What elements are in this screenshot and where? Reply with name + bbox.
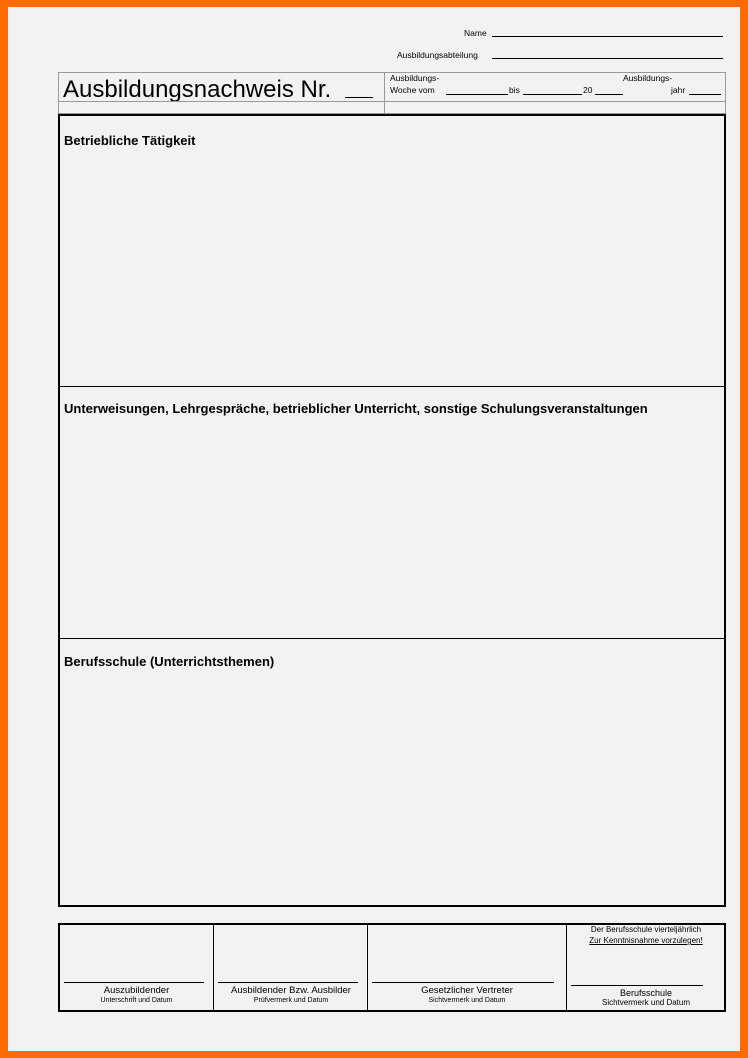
guardian-sub-label: Sichtvermerk und Datum (428, 997, 506, 1004)
year-field[interactable] (595, 94, 623, 95)
guardian-label: Gesetzlicher Vertreter (421, 985, 513, 996)
training-year-label-top: Ausbildungs- (623, 73, 673, 83)
header-divider (384, 73, 385, 115)
year-prefix-label: 20 (583, 85, 593, 95)
school-note-line-2: Zur Kenntnisnahme vorzulegen! (589, 936, 703, 945)
trainer-label: Ausbildender Bzw. Ausbilder (231, 985, 351, 996)
guardian-signature-cell[interactable] (368, 925, 566, 1010)
training-label: Ausbildungs- (390, 73, 440, 83)
record-number-field[interactable] (345, 97, 373, 98)
report-body (58, 114, 726, 907)
department-label: Ausbildungsabteilung (397, 50, 478, 60)
header-bottom-rule (59, 101, 725, 102)
name-label: Name (464, 28, 487, 38)
trainer-signature-cell[interactable] (214, 925, 368, 1010)
trainer-sub-label: Prüfvermerk und Datum (253, 997, 329, 1004)
instructions-heading: Unterweisungen, Lehrgespräche, betrieblicher Unterricht, sonstige Schulungsveranstaltungen (64, 401, 648, 416)
trainer-signature-line (218, 982, 358, 983)
trainee-sub-label: Unterschrift und Datum (100, 997, 173, 1004)
week-from-field[interactable] (446, 94, 508, 95)
company-activity-heading: Betriebliche Tätigkeit (64, 133, 196, 148)
week-to-label: bis (509, 85, 520, 95)
instructions-section[interactable] (60, 387, 724, 639)
school-signature-line (571, 985, 703, 986)
training-year-label-bottom: jahr (671, 85, 686, 95)
signature-area (58, 923, 726, 1012)
training-year-field[interactable] (689, 94, 721, 95)
department-field[interactable] (492, 58, 723, 59)
trainee-signature-cell[interactable] (60, 925, 213, 1010)
company-activity-section[interactable] (60, 116, 724, 386)
school-sub-label: Sichtvermerk und Datum (601, 998, 691, 1007)
vocational-school-section[interactable] (60, 639, 724, 905)
school-signature-cell[interactable] (567, 925, 725, 1010)
vocational-school-heading: Berufsschule (Unterrichtsthemen) (64, 654, 275, 669)
school-note-line-1: Der Berufsschule vierteljährlich (590, 925, 702, 934)
week-to-field[interactable] (523, 94, 582, 95)
guardian-signature-line (372, 982, 554, 983)
trainee-signature-line (64, 982, 204, 983)
name-field[interactable] (492, 36, 723, 37)
week-from-label: Woche vom (390, 85, 435, 95)
record-title: Ausbildungsnachweis Nr. (63, 76, 332, 103)
report-page (8, 7, 740, 1051)
record-header (58, 72, 726, 114)
trainee-label: Auszubildender (103, 985, 170, 996)
school-label: Berufsschule (619, 988, 673, 998)
